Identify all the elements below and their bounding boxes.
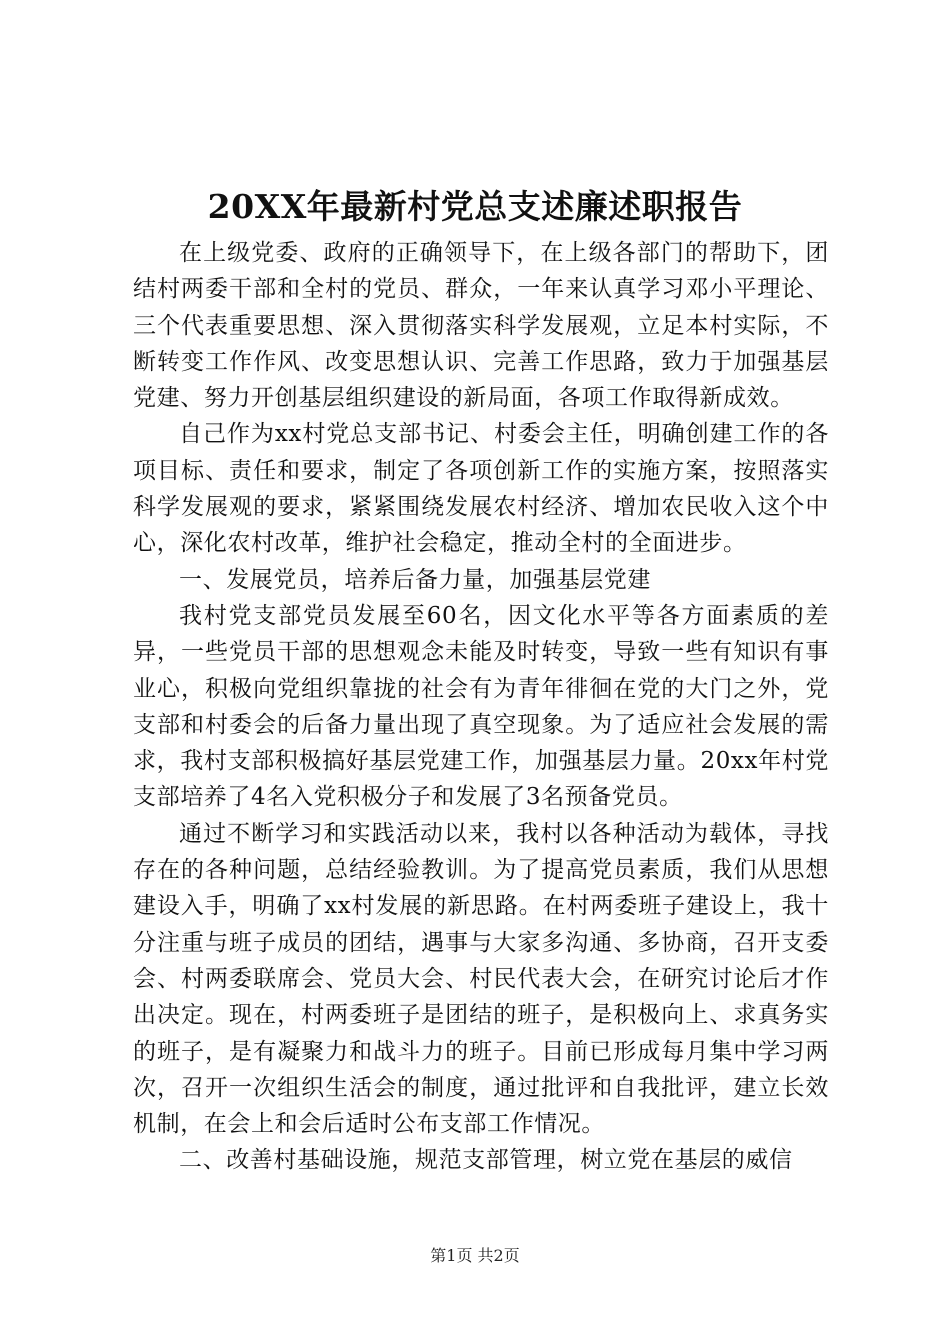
document-body xyxy=(133,235,829,1179)
paragraph-self-role: 自己作为xx村党总支部书记、村委会主任，明确创建工作的各项目标、责任和要求，制定了各项创新工作的实施方案，按照落实科学发展观的要求，紧紧围绕发展农村经济、增加农民收入这个中心，深化农村改革，维护社会稳定，推动全村的全面进步。 xyxy=(133,421,829,557)
document-title: 20XX年最新村党总支述廉述职报告 xyxy=(207,187,743,226)
page-footer: 第1页 共2页 xyxy=(430,1246,520,1265)
section-heading-1: 一、发展党员，培养后备力量，加强基层党建 xyxy=(179,566,651,593)
paragraph-intro: 在上级党委、政府的正确领导下，在上级各部门的帮助下，团结村两委干部和全村的党员、群众，一年来认真学习邓小平理论、三个代表重要思想、深入贯彻落实科学发展观，立足本村实际，不断转变工作作风、改变思想认识、完善工作思路，致力于加强基层党建、努力开创基层组织建设的新局面，各项工作取得新成效。 xyxy=(133,240,829,412)
paragraph-learning-practice: 通过不断学习和实践活动以来，我村以各种活动为载体，寻找存在的各种问题，总结经验教训。为了提高党员素质，我们从思想建设入手，明确了xx村发展的新思路。在村两委班子建设上，我十分注重与班子成员的团结，遇事与大家多沟通、多协商，召开支委会、村两委联席会、党员大会、村民代表大会，在研究讨论后才作出决定。现在，村两委班子是团结的班子，是积极向上、求真务实的班子，是有凝聚力和战斗力的班子。目前已形成每月集中学习两次，召开一次组织生活会的制度，通过批评和自我批评，建立长效机制，在会上和会后适时公布支部工作情况。 xyxy=(133,820,829,1138)
section-heading-2: 二、改善村基础设施，规范支部管理，树立党在基层的威信 xyxy=(179,1147,793,1174)
paragraph-party-members: 我村党支部党员发展至60名，因文化水平等各方面素质的差异，一些党员干部的思想观念未能及时转变，导致一些有知识有事业心，积极向党组织靠拢的社会有为青年徘徊在党的大门之外，党支部和村委会的后备力量出现了真空现象。为了适应社会发展的需求，我村支部积极搞好基层党建工作，加强基层力量。20xx年村党支部培养了4名入党积极分子和发展了3名预备党员。 xyxy=(133,602,829,811)
